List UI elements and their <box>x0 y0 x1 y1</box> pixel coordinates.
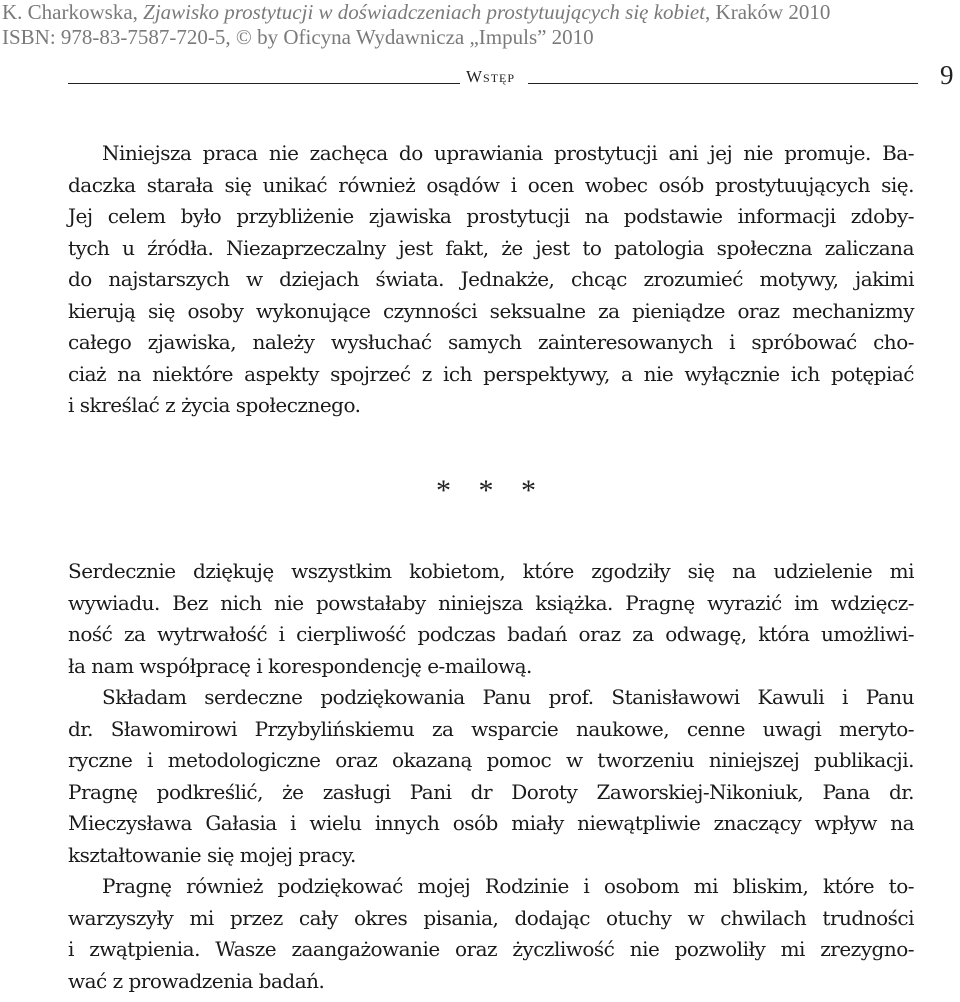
author-text: K. Charkowska, <box>2 0 144 24</box>
text-line: Niniejsza praca nie zachęca do uprawiania prostytucji ani jej nie promuje. Ba- <box>102 141 914 165</box>
text-line: ność za wytrwałość i cierpliwość podczas badań oraz za odwagę, która umożliwi- <box>68 622 914 646</box>
book-title-text: Zjawisko prostytucji w doświadczeniach prostytuujących się kobiet <box>143 0 706 24</box>
text-line: Serdecznie dziękuję wszystkim kobietom, które zgodziły się na udzielenie mi <box>68 559 914 583</box>
paragraph-disclaimer <box>68 138 914 422</box>
text-line: tych u źródła. Niezaprzeczalny jest fakt, że jest to patologia społeczna zaliczana <box>68 235 914 260</box>
publication-info-line-2: ISBN: 978-83-7587-720-5, © by Oficyna Wydawnicza „Impuls” 2010 <box>2 25 594 49</box>
section-separator: * * * <box>436 474 546 507</box>
text-line: Jej celem było przybliżenie zjawiska prostytucji na podstawie informacji zdoby- <box>68 204 914 228</box>
text-line: Pragnę podkreślić, że zasługi Pani dr Doroty Zaworskiej-Nikoniuk, Pana dr. <box>68 779 914 804</box>
text-line: Składam serdeczne podziękowania Panu prof. Stanisławowi Kawuli i Panu <box>102 685 914 709</box>
text-line: i skreślać z życia społecznego. <box>68 393 361 417</box>
text-line: do najstarszych w dziejach świata. Jednakże, chcąc zrozumieć motywy, jakimi <box>68 267 914 291</box>
place-year-text: , Kraków 2010 <box>705 0 831 24</box>
running-head-rule-left <box>68 83 460 84</box>
text-line: ła nam współpracę i korespondencję e-mailową. <box>68 653 532 678</box>
text-line: kształtowanie się mojej pracy. <box>68 842 356 867</box>
running-head <box>68 61 918 87</box>
text-line: dr. Sławomirowi Przybylińskiemu za wsparcie naukowe, cenne uwagi meryto- <box>68 716 914 741</box>
text-line: Pragnę również podziękować mojej Rodzinie i osobom mi bliskim, które to- <box>102 874 914 898</box>
text-line: ciaż na niektóre aspekty spojrzeć z ich perspektywy, a nie wyłącznie ich potępiać <box>68 361 914 386</box>
text-line: wywiadu. Bez nich nie powstałaby niniejsza książka. Pragnę wyrazić im wdzięcz- <box>68 590 914 615</box>
running-head-rule-right <box>528 83 918 84</box>
publication-info-header <box>2 0 830 50</box>
text-line: i zwątpienia. Wasze zaangażowanie oraz życzliwość nie pozwoliły mi zrezygno- <box>68 937 914 961</box>
publication-info-line-1 <box>2 0 830 25</box>
page-number: 9 <box>940 60 954 90</box>
text-line: Mieczysława Gałasia i wielu innych osób miały niewątpliwie znaczący wpływ na <box>68 811 914 835</box>
text-line: kierują się osoby wykonujące czynności seksualne za pieniądze oraz mechanizmy <box>68 298 914 323</box>
acknowledgements-section <box>68 556 914 997</box>
text-line: wać z prowadzenia badań. <box>68 968 325 993</box>
text-line: daczka starała się unikać również osądów i ocen wobec osób prostytuujących się. <box>68 172 914 197</box>
text-line: warzyszyły mi przez cały okres pisania, dodając otuchy w chwilach trudności <box>68 905 914 930</box>
running-head-title: Wstęp <box>466 67 516 86</box>
text-line: całego zjawiska, należy wysłuchać samych zainteresowanych i spróbować cho- <box>68 330 914 354</box>
text-line: ryczne i metodologiczne oraz okazaną pomoc w tworzeniu niniejszej publikacji. <box>68 748 914 772</box>
